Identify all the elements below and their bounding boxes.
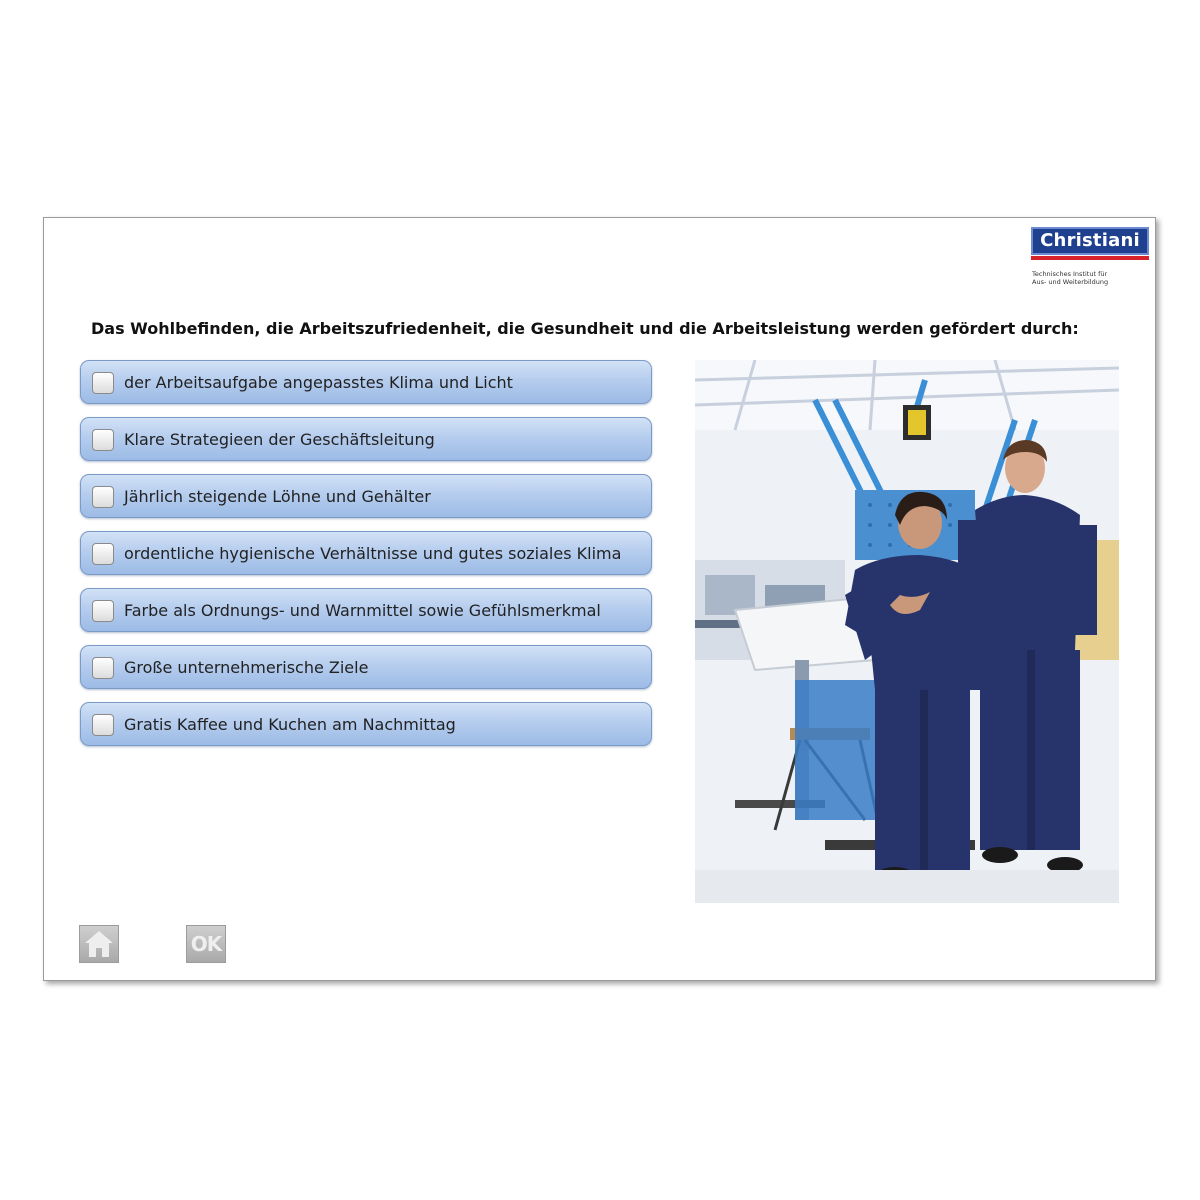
checkbox[interactable] <box>92 600 114 622</box>
checkbox[interactable] <box>92 657 114 679</box>
answer-option-3[interactable] <box>80 474 652 518</box>
quiz-window <box>43 217 1156 981</box>
workshop-photo <box>695 360 1119 903</box>
logo-brand: Christiani <box>1031 227 1149 255</box>
ok-button-label: OK <box>190 932 222 956</box>
checkbox[interactable] <box>92 714 114 736</box>
answer-option-5[interactable] <box>80 588 652 632</box>
answer-option-1[interactable] <box>80 360 652 404</box>
answer-option-label: Große unternehmerische Ziele <box>124 658 369 677</box>
answer-option-2[interactable] <box>80 417 652 461</box>
christiani-logo <box>1031 227 1149 286</box>
answer-option-label: Klare Strategieen der Geschäftsleitung <box>124 430 435 449</box>
answer-option-4[interactable] <box>80 531 652 575</box>
checkbox[interactable] <box>92 543 114 565</box>
answer-option-6[interactable] <box>80 645 652 689</box>
logo-stripe <box>1031 256 1149 260</box>
logo-subtitle-line2: Aus- und Weiterbildung <box>1032 278 1109 286</box>
logo-subtitle-line1: Technisches Institut für <box>1032 270 1108 278</box>
home-icon <box>80 926 118 962</box>
question-text: Das Wohlbefinden, die Arbeitszufriedenheit, die Gesundheit und die Arbeitsleistung werden gefördert durch: <box>91 319 1079 338</box>
answer-option-label: ordentliche hygienische Verhältnisse und gutes soziales Klima <box>124 544 622 563</box>
answer-option-label: Jährlich steigende Löhne und Gehälter <box>124 487 431 506</box>
home-button[interactable] <box>79 925 119 963</box>
answer-option-label: Farbe als Ordnungs- und Warnmittel sowie Gefühlsmerkmal <box>124 601 601 620</box>
logo-subtitle <box>1031 270 1149 286</box>
answer-option-label: der Arbeitsaufgabe angepasstes Klima und Licht <box>124 373 513 392</box>
checkbox[interactable] <box>92 486 114 508</box>
checkbox[interactable] <box>92 372 114 394</box>
answer-options-list <box>80 360 652 759</box>
ok-button[interactable] <box>186 925 226 963</box>
checkbox[interactable] <box>92 429 114 451</box>
workshop-photo-illustration <box>695 360 1119 903</box>
answer-option-7[interactable] <box>80 702 652 746</box>
answer-option-label: Gratis Kaffee und Kuchen am Nachmittag <box>124 715 456 734</box>
